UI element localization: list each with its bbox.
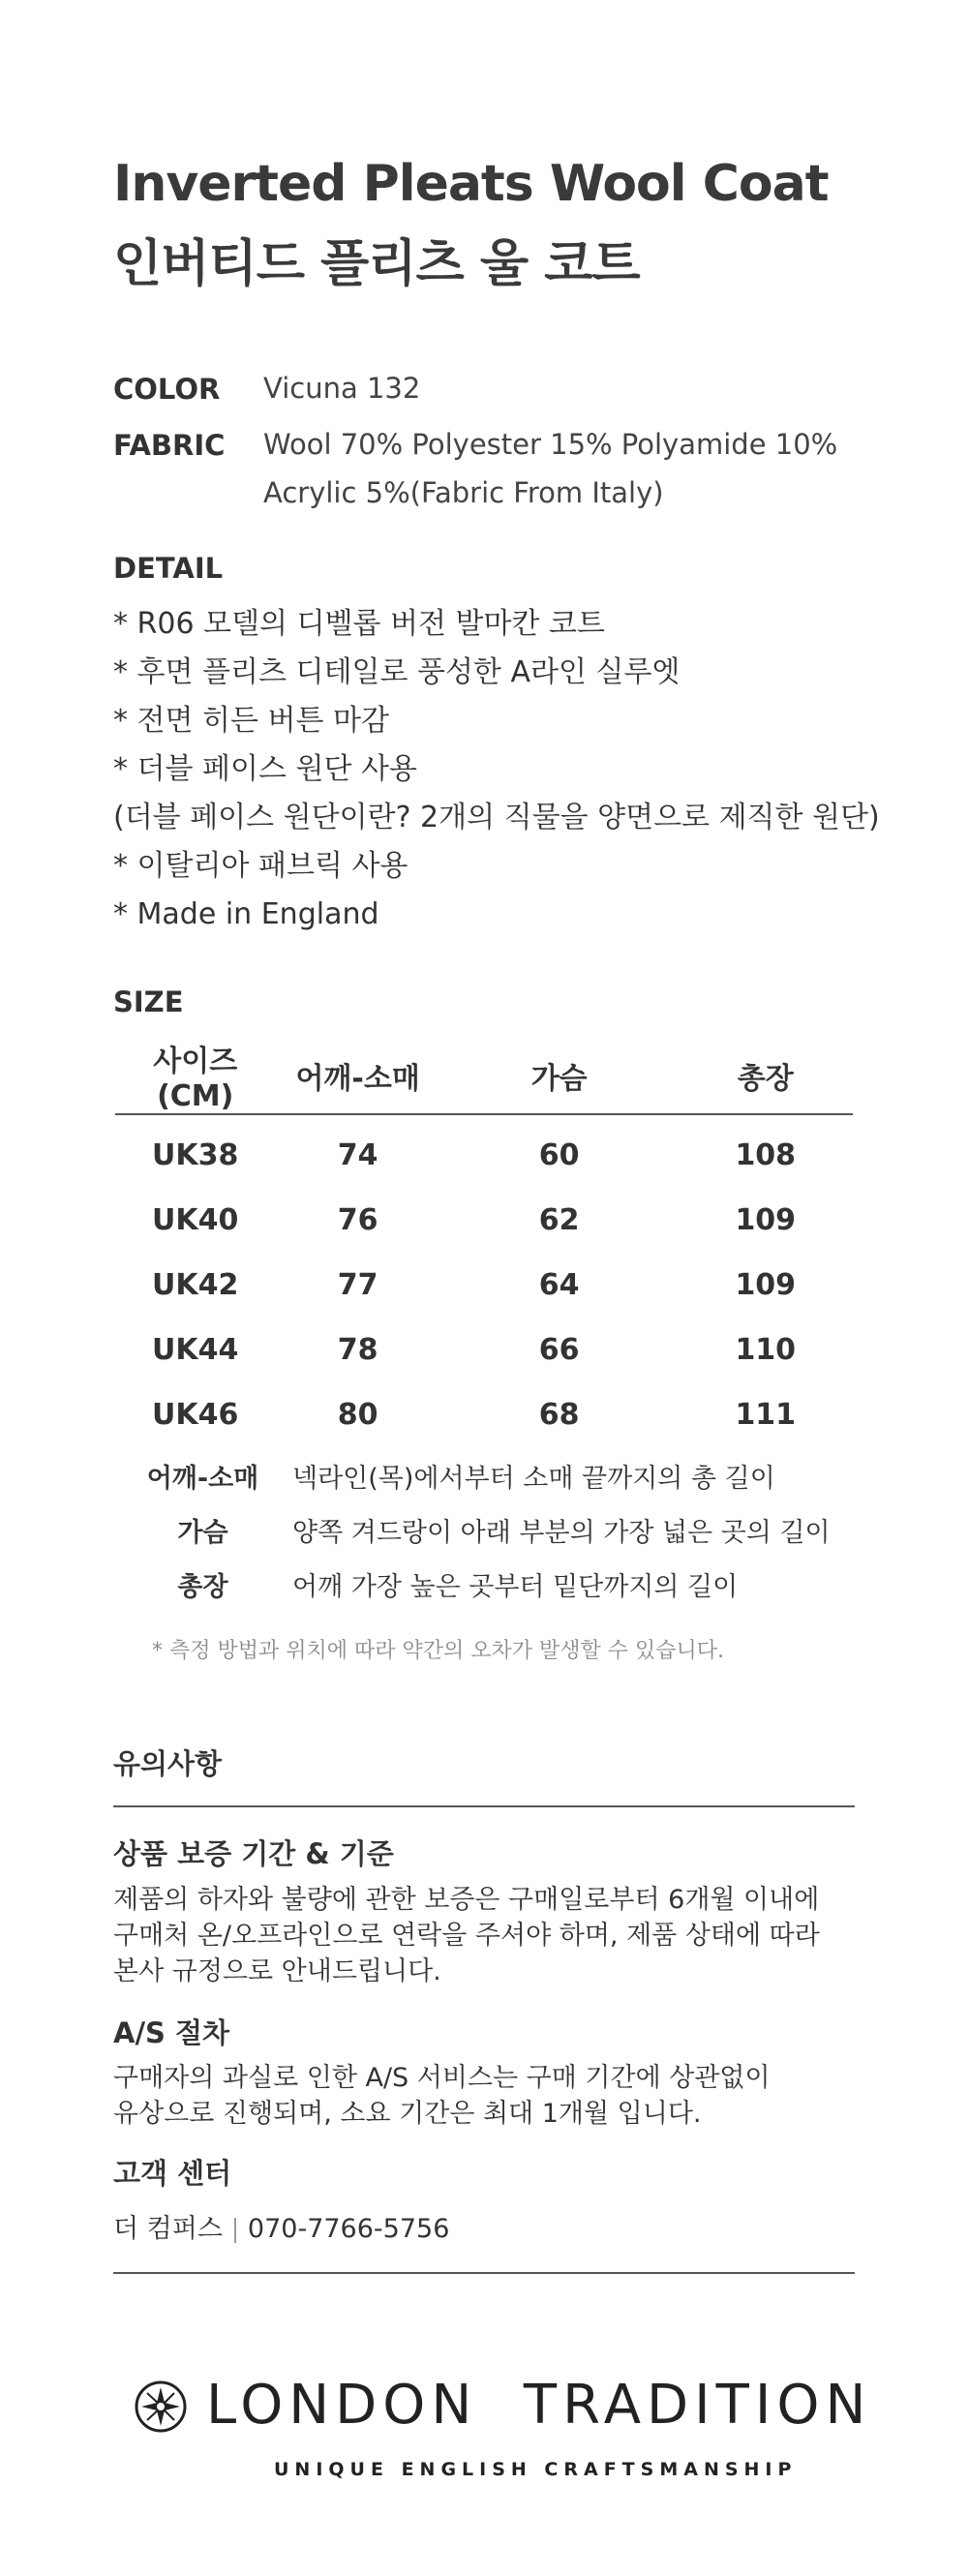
column-header-chest: 가슴 — [440, 1037, 679, 1114]
table-cell: UK40 — [152, 1203, 239, 1237]
table-cell: UK44 — [152, 1333, 239, 1367]
table-cell: UK42 — [152, 1268, 239, 1302]
detail-item: * 후면 플리츠 디테일로 풍성한 A라인 실루엣 — [113, 655, 681, 689]
detail-item: * 이탈리아 패브릭 사용 — [113, 849, 408, 883]
detail-item: * 전면 히든 버튼 마감 — [113, 704, 389, 738]
divider — [113, 2272, 855, 2274]
color-label: COLOR — [113, 373, 221, 406]
table-cell: 64 — [538, 1268, 580, 1302]
table-cell: 109 — [735, 1203, 797, 1237]
product-title-en: Inverted Pleats Wool Coat — [113, 155, 829, 213]
detail-list — [113, 600, 880, 939]
customer-center-phone[interactable]: 070-7766-5756 — [247, 2214, 450, 2244]
as-text — [113, 2060, 771, 2132]
fabric-label: FABRIC — [113, 429, 226, 462]
table-cell: 68 — [538, 1398, 580, 1432]
table-cell: 108 — [735, 1138, 797, 1172]
definition-term: 어깨-소매 — [146, 1464, 259, 1494]
column-header-shoulder-sleeve: 어깨-소매 — [275, 1037, 439, 1114]
as-heading: A/S 절차 — [113, 2016, 230, 2049]
table-row — [115, 1318, 853, 1382]
fabric-value-line2: Acrylic 5%(Fabric From Italy) — [263, 476, 664, 509]
separator — [234, 2218, 236, 2243]
table-row — [115, 1188, 853, 1253]
table-cell: 74 — [337, 1138, 378, 1172]
column-header-length: 총장 — [679, 1037, 854, 1114]
product-title-ko: 인버티드 플리츠 울 코트 — [113, 235, 640, 293]
definition-desc: 넥라인(목)에서부터 소매 끝까지의 총 길이 — [292, 1464, 775, 1494]
column-header-size: 사이즈(CM) — [115, 1037, 275, 1114]
definition-desc: 어깨 가장 높은 곳부터 밑단까지의 길이 — [292, 1572, 739, 1602]
brand-logo — [134, 2374, 872, 2486]
brand-tagline: UNIQUE ENGLISH CRAFTSMANSHIP — [274, 2459, 798, 2480]
detail-item: * Made in England — [113, 897, 379, 931]
table-cell: 78 — [337, 1333, 378, 1367]
notice-heading: 유의사항 — [113, 1747, 223, 1780]
warranty-heading: 상품 보증 기간 & 기준 — [113, 1837, 394, 1870]
table-cell: 109 — [735, 1268, 797, 1302]
table-row — [115, 1382, 853, 1447]
table-cell: 80 — [337, 1398, 378, 1432]
warranty-text — [113, 1882, 820, 1989]
customer-center-name: 더 컴퍼스 — [113, 2214, 223, 2244]
table-cell: 77 — [337, 1268, 378, 1302]
as-line: 구매자의 과실로 인한 A/S 서비스는 구매 기간에 상관없이 — [113, 2063, 771, 2093]
warranty-line: 구매처 온/오프라인으로 연락을 주셔야 하며, 제품 상태에 따라 — [113, 1921, 820, 1951]
warranty-line: 본사 규정으로 안내드립니다. — [113, 1956, 441, 1986]
detail-heading: DETAIL — [113, 552, 224, 585]
table-cell: 111 — [735, 1398, 797, 1432]
size-heading: SIZE — [113, 985, 184, 1018]
definition-desc: 양쪽 겨드랑이 아래 부분의 가장 넓은 곳의 길이 — [292, 1518, 831, 1548]
table-row — [115, 1114, 853, 1188]
table-cell: UK46 — [152, 1398, 239, 1432]
detail-item: * R06 모델의 디벨롭 버전 발마칸 코트 — [113, 607, 605, 641]
table-cell: 60 — [538, 1138, 580, 1172]
detail-item: (더블 페이스 원단이란? 2개의 직물을 양면으로 제직한 원단) — [113, 801, 880, 834]
color-value: Vicuna 132 — [263, 372, 421, 405]
table-row — [115, 1253, 853, 1318]
warranty-line: 제품의 하자와 불량에 관한 보증은 구매일로부터 6개월 이내에 — [113, 1885, 820, 1915]
compass-star-icon — [134, 2379, 188, 2434]
customer-center-heading: 고객 센터 — [113, 2157, 232, 2190]
as-line: 유상으로 진행되며, 소요 기간은 최대 1개월 입니다. — [113, 2099, 702, 2129]
table-cell: 62 — [538, 1203, 580, 1237]
table-cell: UK38 — [152, 1138, 239, 1172]
size-table — [115, 1037, 853, 1447]
definition-term: 총장 — [177, 1572, 228, 1602]
table-cell: 66 — [538, 1333, 580, 1367]
divider — [113, 1805, 855, 1807]
customer-center-contact — [113, 2207, 449, 2245]
definition-term: 가슴 — [177, 1518, 228, 1548]
brand-name: LONDON TRADITION — [206, 2374, 872, 2437]
fabric-value-line1: Wool 70% Polyester 15% Polyamide 10% — [263, 428, 838, 461]
table-cell: 110 — [735, 1333, 797, 1367]
table-cell: 76 — [337, 1203, 378, 1237]
measurement-note: * 측정 방법과 위치에 따라 약간의 오차가 발생할 수 있습니다. — [152, 1639, 724, 1663]
detail-item: * 더블 페이스 원단 사용 — [113, 752, 417, 786]
size-table-header — [115, 1037, 853, 1114]
